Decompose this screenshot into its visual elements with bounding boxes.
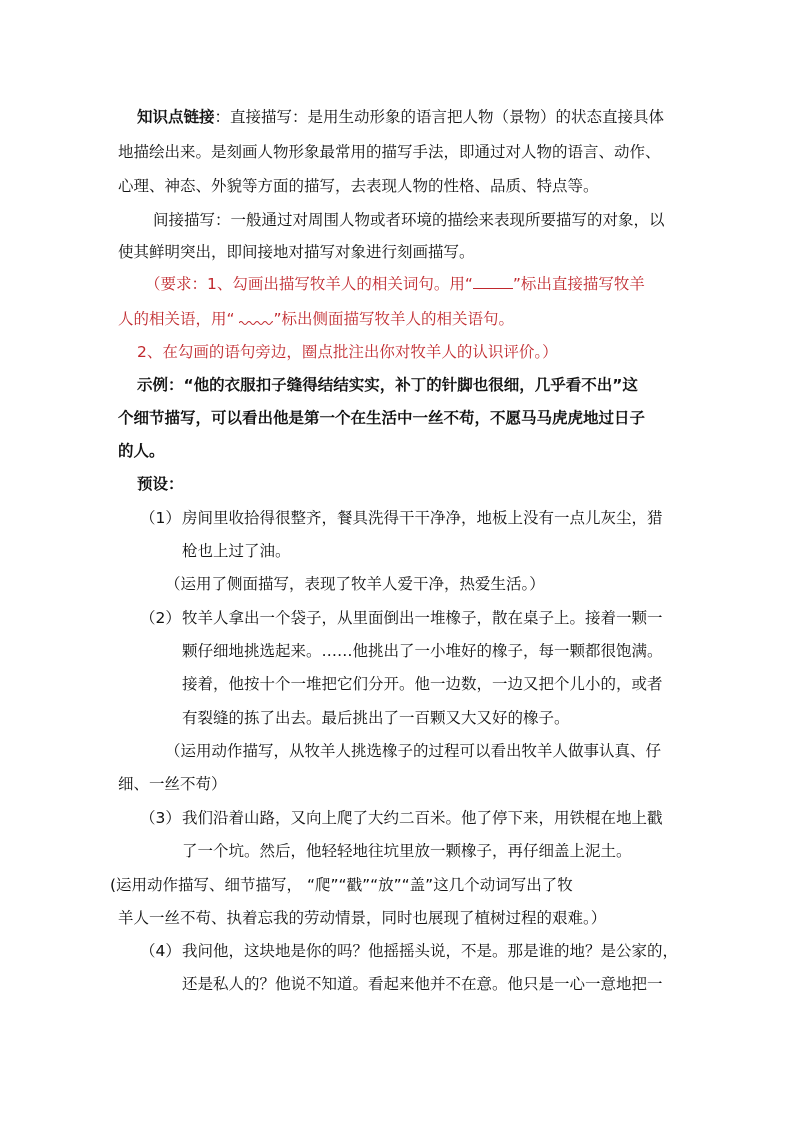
- item-2-line-3: 接着，他按十个一堆把它们分开。他一边数，一边又把个儿小的，或者: [182, 675, 663, 693]
- requirement-line-3: 2、在勾画的语句旁边，圈点批注出你对牧羊人的认识评价。）: [137, 343, 558, 361]
- item-2-number: （2）: [140, 609, 181, 627]
- preset-label: 预设：: [137, 475, 184, 493]
- knowledge-label: 知识点链接: [137, 107, 215, 126]
- item-2-line-2: 颗仔细地挑选起来。……他挑出了一小堆好的橡子，每一颗都很饱满。: [182, 642, 663, 660]
- example-line-2: 个细节描写，可以看出他是第一个在生活中一丝不苟，不愿马马虎虎地过日子: [118, 409, 646, 427]
- item-1-line-2: 枪也上过了油。: [182, 542, 291, 560]
- example-line-1: 示例：“他的衣服扣子缝得结结实实，补丁的针脚也很细，几乎看不出”这: [137, 376, 638, 394]
- knowledge-line-1: [137, 106, 664, 128]
- knowledge-text-1: ：直接描写：是用生动形象的语言把人物（景物）的状态直接具体: [214, 108, 665, 126]
- item-2-line-4: 有裂缝的拣了出去。最后挑出了一百颗又大又好的橡子。: [182, 709, 570, 727]
- requirement-line-1: [145, 273, 645, 295]
- wavy-underline-mark: [239, 310, 273, 324]
- item-3-line-2: 了一个坑。然后，他轻轻地往坑里放一颗橡子，再仔细盖上泥土。: [182, 842, 632, 860]
- example-line-3: 的人。: [118, 442, 165, 460]
- item-2-note-2: 细、一丝不苟）: [118, 775, 227, 793]
- item-4-line-1: 我问他，这块地是你的吗？他摇摇头说，不是。那是谁的地？是公家的，: [182, 942, 679, 960]
- requirement-line-2: [118, 308, 514, 330]
- requirement-text-1a: （要求：1、勾画出描写牧羊人的相关词句。用“: [145, 275, 473, 293]
- straight-underline-mark: [473, 274, 513, 289]
- item-2-line-1: 牧羊人拿出一个袋子，从里面倒出一堆橡子，散在桌子上。接着一颗一: [182, 609, 663, 627]
- item-1-line-1: 房间里收拾得很整齐，餐具洗得干干净净，地板上没有一点儿灰尘，猎: [182, 509, 663, 527]
- knowledge-line-4: 间接描写：一般通过对周围人物或者环境的描绘来表现所要描写的对象，以: [153, 211, 665, 229]
- item-1-note: （运用了侧面描写，表现了牧羊人爱干净，热爱生活。）: [165, 575, 545, 593]
- knowledge-line-2: 地描绘出来。是刻画人物形象最常用的描写手法，即通过对人物的语言、动作、: [118, 143, 661, 161]
- item-2-note-1: （运用动作描写，从牧羊人挑选橡子的过程可以看出牧羊人做事认真、仔: [165, 742, 662, 760]
- item-3-number: （3）: [140, 809, 181, 827]
- item-1-number: （1）: [140, 509, 181, 527]
- knowledge-line-3: 心理、神态、外貌等方面的描写，去表现人物的性格、品质、特点等。: [118, 177, 599, 195]
- item-4-line-2: 还是私人的？他说不知道。看起来他并不在意。他只是一心一意地把一: [182, 975, 663, 993]
- requirement-text-2a: 人的相关语，用“: [118, 310, 240, 328]
- requirement-text-1b: ”标出直接描写牧羊: [512, 275, 645, 293]
- knowledge-line-5: 使其鲜明突出，即间接地对描写对象进行刻画描写。: [118, 243, 475, 261]
- item-3-line-1: 我们沿着山路，又向上爬了大约二百米。他了停下来，用铁棍在地上戳: [182, 809, 663, 827]
- requirement-text-2b: ”标出侧面描写牧羊人的相关语句。: [273, 310, 514, 328]
- item-3-note-1: (运用动作描写、细节描写， “爬”“戳”“放”“盖”这几个动词写出了牧: [110, 876, 573, 894]
- item-4-number: （4）: [140, 942, 181, 960]
- item-3-note-2: 羊人一丝不苟、执着忘我的劳动情景，同时也展现了植树过程的艰难。）: [118, 909, 607, 927]
